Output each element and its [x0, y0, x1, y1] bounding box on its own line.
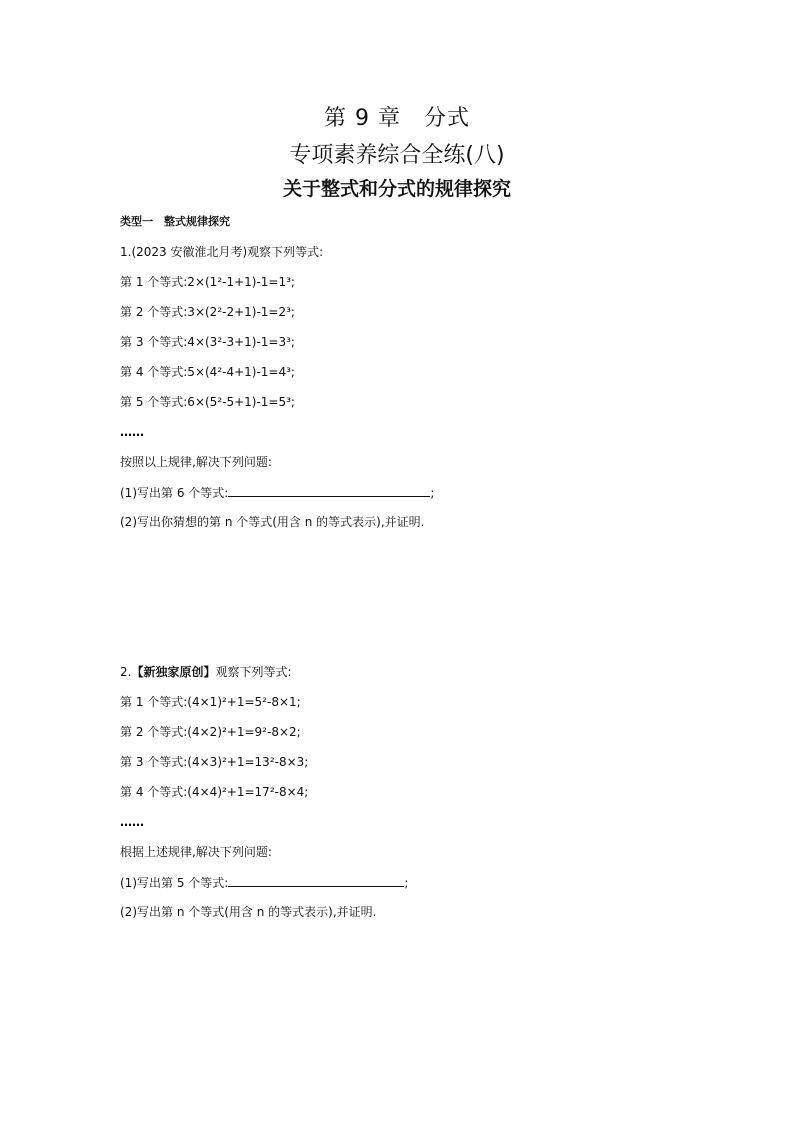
exercise-subtitle: 专项素养综合全练(八) [289, 143, 505, 168]
problem1-intro: 1.(2023 安徽淮北月考)观察下列等式: [120, 245, 324, 259]
problem2-equation-3: 第 3 个等式:(4×3)²+1=13²-8×3; [120, 755, 309, 769]
problem2-number: 2. [120, 665, 132, 679]
problem1-instruction: 按照以上规律,解决下列问题: [120, 455, 272, 469]
problem1-equation-2: 第 2 个等式:3×(2²-2+1)-1=2³; [120, 305, 295, 319]
question-1-text: (1)写出第 6 个等式: [120, 486, 229, 500]
question-1-suffix: ; [404, 876, 409, 890]
topic-heading: 关于整式和分式的规律探究 [282, 178, 511, 200]
problem2-equation-2: 第 2 个等式:(4×2)²+1=9²-8×2; [120, 725, 301, 739]
problem2-instruction: 根据上述规律,解决下列问题: [120, 845, 272, 859]
problem2-ellipsis: …… [120, 815, 144, 829]
problem2-question-1 [120, 874, 408, 891]
answer-blank[interactable] [228, 484, 430, 497]
problem1-equation-1: 第 1 个等式:2×(1²-1+1)-1=1³; [120, 275, 295, 289]
problem2-intro [120, 664, 292, 680]
problem2-equation-1: 第 1 个等式:(4×1)²+1=5²-8×1; [120, 695, 301, 709]
problem1-ellipsis: …… [120, 425, 144, 439]
original-tag: 【新独家原创】 [131, 665, 216, 679]
problem1-question-1 [120, 484, 434, 501]
chapter-title: 第 9 章 分式 [324, 106, 470, 131]
problem2-intro-text: 观察下列等式: [215, 665, 292, 679]
problem2-question-2: (2)写出第 n 个等式(用含 n 的等式表示),并证明. [120, 905, 377, 919]
problem1-question-2: (2)写出你猜想的第 n 个等式(用含 n 的等式表示),并证明. [120, 515, 425, 529]
problem1-equation-3: 第 3 个等式:4×(3²-3+1)-1=3³; [120, 335, 295, 349]
problem1-equation-5: 第 5 个等式:6×(5²-5+1)-1=5³; [120, 395, 295, 409]
answer-blank[interactable] [228, 874, 404, 887]
problem1-equation-4: 第 4 个等式:5×(4²-4+1)-1=4³; [120, 365, 295, 379]
problem2-equation-4: 第 4 个等式:(4×4)²+1=17²-8×4; [120, 785, 309, 799]
section-label: 类型一 整式规律探究 [120, 215, 230, 228]
question-1-text: (1)写出第 5 个等式: [120, 876, 229, 890]
question-1-suffix: ; [430, 486, 435, 500]
